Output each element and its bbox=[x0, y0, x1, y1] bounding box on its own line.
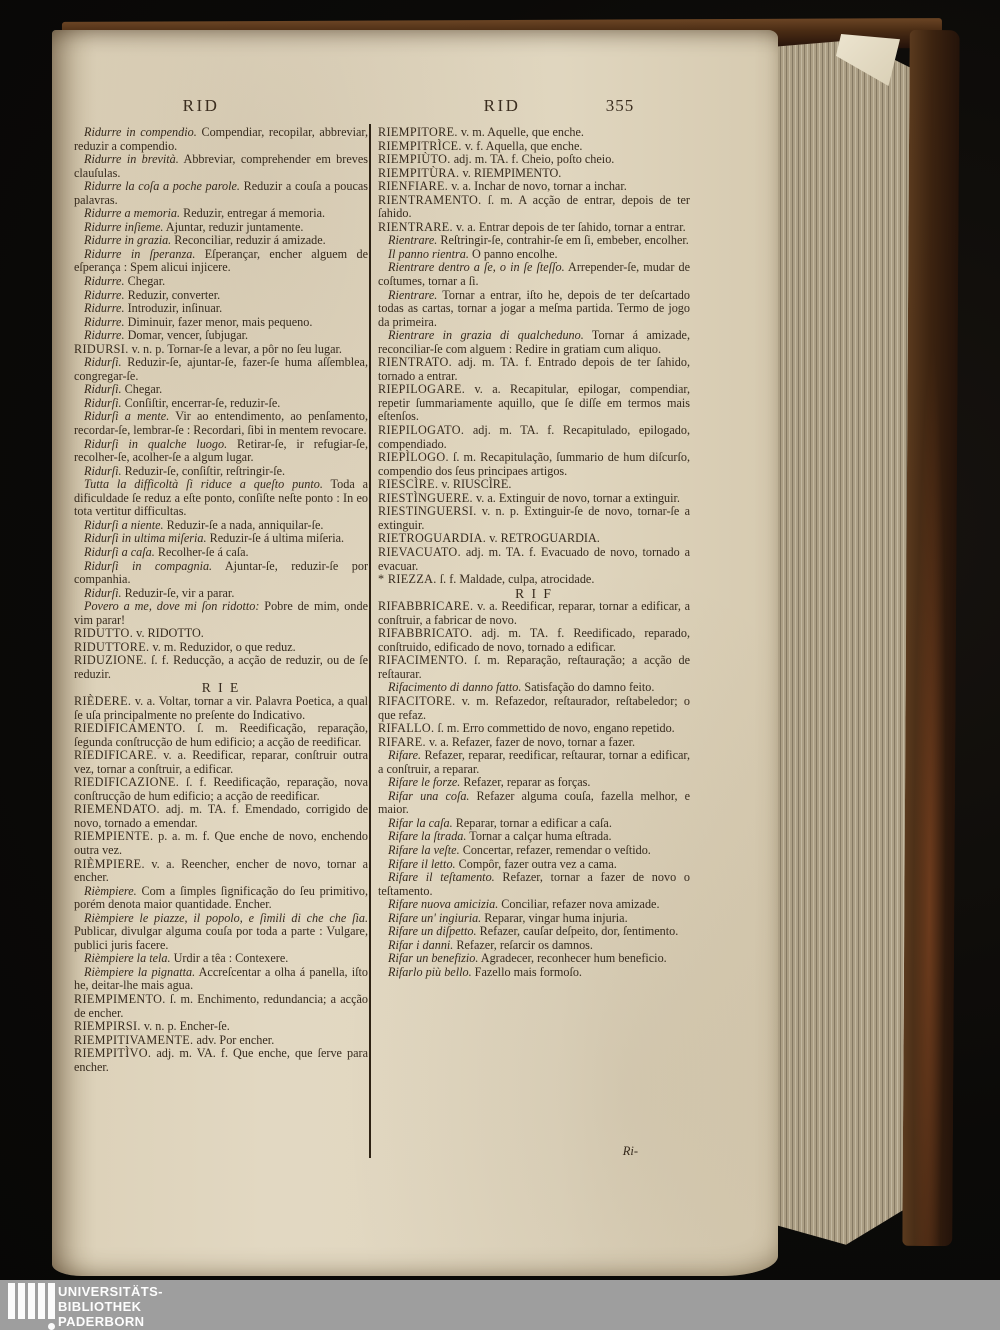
running-title-right: RID bbox=[483, 96, 521, 115]
dictionary-paragraph: Ridurſi. Conſiſtir, encerrar-ſe, reduzir-ſe. bbox=[84, 395, 281, 410]
phrase-lead: Rifar i danni. bbox=[388, 937, 454, 952]
phrase-lead: Rifare. bbox=[388, 748, 422, 763]
library-name-line: PADERBORN bbox=[58, 1314, 145, 1329]
phrase-lead: Ridurſi. bbox=[84, 355, 122, 370]
dictionary-column-right bbox=[378, 126, 690, 979]
phrase-lead: Ridurſi. bbox=[84, 395, 122, 410]
phrase-lead: Rientrare. bbox=[388, 233, 438, 248]
dictionary-paragraph: RIDURSI. v. n. p. Tornar-ſe a levar, a pôr no ſeu lugar. bbox=[74, 341, 342, 356]
dictionary-paragraph: Rièmpiere le piazze, il popolo, e ſimili di che che ſia. Publicar, divulgar alguma couſa por toda a parte : Vulgare, publici juris facere. bbox=[74, 910, 368, 952]
phrase-lead: Ridurre. bbox=[84, 287, 125, 302]
dictionary-paragraph: RIENTRAMENTO. ſ. m. A acção de entrar, depois de ter ſahido. bbox=[378, 192, 690, 221]
running-title-left: RID bbox=[182, 96, 220, 115]
phrase-lead: Ridurſi. bbox=[84, 585, 122, 600]
dictionary-paragraph: Rifarlo più bello. Fazello mais formoſo. bbox=[388, 964, 582, 979]
dictionary-paragraph: RIDUTTO. v. RIDOTTO. bbox=[74, 626, 204, 641]
dictionary-paragraph: Rifare le forze. Refazer, reparar as forças. bbox=[388, 775, 591, 790]
headword: RIÈMPIERE. bbox=[74, 856, 145, 871]
headword: RIESCÌRE. bbox=[378, 477, 439, 492]
dictionary-paragraph: RIFALLO. ſ. m. Erro commettido de novo, engano repetido. bbox=[378, 721, 675, 736]
dictionary-paragraph: Ridurre la coſa a poche parole. Reduzir a couſa a poucas palavras. bbox=[74, 179, 369, 207]
phrase-lead: Ridurſi a niente. bbox=[84, 517, 164, 532]
logo-dot bbox=[48, 1323, 55, 1330]
dictionary-paragraph: RIETROGUARDIA. v. RETROGUARDIA. bbox=[378, 531, 600, 546]
dictionary-paragraph: Rifare. Refazer, reparar, reedificar, reſtaurar, tornar a edificar, a conſtruir, a reparar. bbox=[378, 748, 690, 776]
dictionary-paragraph: Rifar la caſa. Reparar, tornar a edificar a caſa. bbox=[388, 815, 612, 830]
headword: RIEMPITÙRA. bbox=[378, 165, 460, 180]
phrase-lead: Rifacimento di danno fatto. bbox=[388, 680, 522, 695]
phrase-lead: Ridurre in compendio. bbox=[84, 125, 197, 139]
dictionary-paragraph: RIÈMPIERE. v. a. Reencher, encher de novo, tornar a encher. bbox=[74, 856, 368, 885]
dictionary-paragraph: Rifare un' ingiuria. Reparar, vingar huma injuria. bbox=[388, 910, 628, 925]
dictionary-paragraph: Rientrare. Reſtringir-ſe, contrahir-ſe em ſi, embeber, encolher. bbox=[388, 233, 689, 248]
dictionary-paragraph: RIENFIARE. v. a. Inchar de novo, tornar a inchar. bbox=[378, 179, 627, 194]
library-name-line: BIBLIOTHEK bbox=[58, 1299, 142, 1314]
dictionary-paragraph: RIEDIFICAMENTO. ſ. m. Reedificação, reparação, ſegunda conſtrucção de hum edificio; a acção de reedificar. bbox=[74, 721, 368, 749]
phrase-lead: Rifare il teſtamento. bbox=[388, 870, 495, 885]
phrase-lead: Povero a me, dove mi ſon ridotto: bbox=[84, 599, 260, 614]
library-logo bbox=[8, 1283, 56, 1329]
dictionary-paragraph: RIEMPITIVAMENTE. adv. Por encher. bbox=[74, 1032, 275, 1047]
dictionary-paragraph: RIESTINGUERSI. v. n. p. Extinguir-ſe de novo, tornar-ſe a extinguir. bbox=[378, 504, 690, 532]
dictionary-paragraph: Tutta la difficoltà ſi riduce a queſto punto. Toda a dificuldade ſe reduz a eſte ponto, conſiſte neſte ponto : In eo tota vertitur difficultas. bbox=[74, 477, 368, 519]
dictionary-paragraph: Rientrare. Tornar a entrar, iſto he, depois de ter deſcartado todas as cartas, tornar a jogar a meſma partida. Termo de jogo da primeira. bbox=[378, 287, 690, 329]
dictionary-paragraph: RIDUZIONE. ſ. f. Reducção, a acção de reduzir, ou de ſe reduzir. bbox=[74, 653, 368, 681]
dictionary-paragraph: Ridurſi a niente. Reduzir-ſe a nada, anniquilar-ſe. bbox=[84, 517, 324, 532]
dictionary-paragraph: RIEDIFICAZIONE. ſ. f. Reedificação, reparação, nova conſtrucção de hum edificio; a acção de reedificar. bbox=[74, 775, 368, 803]
phrase-lead: Ridurre in grazia. bbox=[84, 233, 172, 248]
logo-bar bbox=[38, 1283, 45, 1319]
headword: RIENTRARE. bbox=[378, 219, 453, 234]
phrase-lead: Rifar la caſa. bbox=[388, 815, 453, 830]
phrase-lead: Ridurre. bbox=[84, 274, 125, 289]
dictionary-paragraph: Ridurre. Chegar. bbox=[84, 274, 166, 289]
phrase-lead: Rièmpiere la tela. bbox=[84, 951, 171, 966]
phrase-lead: Rifare le forze. bbox=[388, 775, 461, 790]
dictionary-paragraph: Rientrare in grazia di qualcheduno. Tornar á amizade, reconciliar-ſe com alguem : Redire in gratiam cum aliquo. bbox=[378, 328, 691, 356]
dictionary-paragraph: RIEMPITORE. v. m. Aquelle, que enche. bbox=[378, 125, 584, 139]
dictionary-paragraph: Rifare la veſte. Concertar, refazer, remendar o veſtido. bbox=[388, 842, 651, 857]
phrase-lead: Rièmpiere la pignatta. bbox=[84, 964, 196, 979]
section-heading: R I F bbox=[515, 585, 553, 601]
dictionary-paragraph: Rièmpiere la pignatta. Accreſcentar a olha á panella, iſto he, deitar-lhe mais agua. bbox=[74, 964, 368, 993]
page-number: 355 bbox=[605, 96, 635, 115]
phrase-lead: Ridurre. bbox=[84, 314, 125, 329]
dictionary-paragraph: Ridurſi a mente. Vir ao entendimento, ao penſamento, recordar-ſe, lembrar-ſe : Recordari, ſibi in mentem revocare. bbox=[74, 409, 368, 438]
dictionary-paragraph: Ridurſi. Reduzir-ſe, vir a parar. bbox=[84, 585, 235, 600]
dictionary-paragraph: Ridurſi in ultima miſeria. Reduzir-ſe á ultima miſeria. bbox=[84, 531, 345, 546]
phrase-lead: Rifarlo più bello. bbox=[388, 964, 472, 979]
dictionary-paragraph: RIENTRATO. adj. m. TA. f. Entrado depois de ter ſahido, tornado a entrar. bbox=[378, 355, 690, 383]
phrase-lead: Ridurre in ſperanza. bbox=[84, 246, 196, 261]
phrase-lead: Rientrare dentro a ſe, o in ſe ſteſſo. bbox=[388, 260, 565, 275]
headword: RIEDIFICAMENTO. bbox=[74, 721, 186, 736]
headword: RIEMPITORE. bbox=[378, 125, 458, 139]
dictionary-paragraph: Povero a me, dove mi ſon ridotto: Pobre de mim, onde vim parar! bbox=[74, 599, 368, 627]
dictionary-paragraph: RIEMPITÌVO. adj. m. VA. f. Que enche, que ſerve para encher. bbox=[74, 1046, 368, 1074]
dictionary-paragraph: Ridurre. Domar, vencer, ſubjugar. bbox=[84, 328, 249, 343]
dictionary-paragraph: RIEMPIRSI. v. n. p. Encher-ſe. bbox=[74, 1019, 230, 1034]
dictionary-paragraph: RIESTÌNGUERE. v. a. Extinguir de novo, tornar a extinguir. bbox=[378, 490, 680, 505]
logo-bar bbox=[8, 1283, 15, 1319]
phrase-lead: Ridurre la coſa a poche parole. bbox=[84, 179, 240, 194]
phrase-lead: Rifare nuova amicizia. bbox=[388, 897, 499, 912]
headword: RIEDIFICAZIONE. bbox=[74, 775, 180, 790]
phrase-lead: Rifare un diſpetto. bbox=[388, 924, 477, 939]
phrase-lead: Ridurſi a caſa. bbox=[84, 544, 155, 559]
dictionary-paragraph: Rifare nuova amicizia. Conciliar, refazer nova amizade. bbox=[388, 897, 660, 912]
phrase-lead: Ridurre in brevità. bbox=[84, 152, 179, 167]
dictionary-paragraph: RIEMENDATO. adj. m. TA. f. Emendado, corrigido de novo, tornado a emendar. bbox=[74, 802, 368, 830]
dictionary-paragraph: RIENTRARE. v. a. Entrar depois de ter ſahido, tornar a entrar. bbox=[378, 219, 686, 234]
headword: RIFABBRICATO. bbox=[378, 626, 473, 641]
headword: RIEMPITRÌCE. bbox=[378, 138, 462, 153]
dictionary-column-left bbox=[74, 126, 368, 1074]
dictionary-paragraph: Rifare la ſtrada. Tornar a calçar huma eſtrada. bbox=[388, 829, 612, 844]
dictionary-paragraph: RIDUTTORE. v. m. Reduzidor, o que reduz. bbox=[74, 639, 296, 654]
phrase-lead: Rifare il letto. bbox=[388, 856, 456, 871]
phrase-lead: Ridurre. bbox=[84, 301, 125, 316]
dictionary-paragraph: Rifare il letto. Compôr, fazer outra vez a cama. bbox=[388, 856, 617, 871]
dictionary-paragraph: Ridurre a memoria. Reduzir, entregar á memoria. bbox=[84, 206, 326, 221]
dictionary-paragraph: Ridurre. Diminuir, fazer menor, mais pequeno. bbox=[84, 314, 313, 329]
headword: RIFALLO. bbox=[378, 721, 435, 736]
phrase-lead: Ridurſi. bbox=[84, 382, 122, 397]
dictionary-paragraph: Ridurſi a caſa. Recolher-ſe á caſa. bbox=[84, 544, 249, 559]
headword: RIFARE. bbox=[378, 734, 426, 749]
phrase-lead: Ridurſi in ultima miſeria. bbox=[84, 531, 207, 546]
dictionary-paragraph: Ridurſi. Chegar. bbox=[84, 382, 163, 397]
headword: RIEMPITIVAMENTE. bbox=[74, 1032, 194, 1047]
dictionary-paragraph: * RIEZZA. ſ. f. Maldade, culpa, atrocidade. bbox=[378, 572, 595, 587]
dictionary-paragraph: Ridurſi in compagnia. Ajuntar-ſe, reduzir-ſe por companhia. bbox=[74, 558, 368, 587]
dictionary-paragraph: RIEVACUATO. adj. m. TA. f. Evacuado de novo, tornado a evacuar. bbox=[378, 544, 690, 573]
phrase-lead: Rifar un benefizio. bbox=[388, 951, 479, 966]
dictionary-paragraph: Il panno rientra. O panno encolhe. bbox=[388, 246, 558, 261]
dictionary-paragraph: RIEMPITÙRA. v. RIEMPIMENTO. bbox=[378, 165, 562, 180]
dictionary-paragraph: Rifare un diſpetto. Refazer, cauſar deſpeito, dor, ſentimento. bbox=[388, 924, 679, 939]
headword: RIDURSI. bbox=[74, 341, 129, 356]
logo-bar bbox=[48, 1283, 55, 1319]
phrase-lead: Ridurſi a mente. bbox=[84, 409, 170, 424]
phrase-lead: Rifar una coſa. bbox=[388, 788, 470, 803]
book-fore-edge-pages bbox=[768, 40, 918, 1252]
phrase-lead: Ridurre. bbox=[84, 328, 125, 343]
phrase-lead: Rifare la veſte. bbox=[388, 842, 460, 857]
dictionary-paragraph: RIFABBRICATO. adj. m. TA. f. Reedificado, reparado, conſtruido, edificado de novo, tornado a edificar. bbox=[378, 626, 690, 654]
headword: RIENTRAMENTO. bbox=[378, 192, 482, 207]
library-name bbox=[58, 1284, 163, 1329]
headword: RIEPILOGARE. bbox=[378, 382, 466, 397]
dictionary-paragraph: Ridurre. Introduzir, inſinuar. bbox=[84, 301, 223, 316]
catchword: Ri- bbox=[622, 1144, 638, 1158]
headword: RIESTÌNGUERE. bbox=[378, 490, 473, 505]
headword: RIENTRATO. bbox=[378, 355, 453, 370]
headword: RIÈDERE. bbox=[74, 693, 132, 708]
headword: RIEVACUATO. bbox=[378, 544, 461, 559]
phrase-lead: Ridurſi in qualche luogo. bbox=[84, 436, 228, 451]
dictionary-paragraph: RIEMPITRÌCE. v. f. Aquella, que enche. bbox=[378, 138, 583, 153]
dictionary-paragraph: Rientrare dentro a ſe, o in ſe ſteſſo. Arrepender-ſe, mudar de coſtumes, tornar a ſi. bbox=[378, 260, 690, 289]
phrase-lead: Rientrare. bbox=[388, 287, 438, 302]
headword: RIENFIARE. bbox=[378, 179, 449, 194]
dictionary-paragraph: RIEMPIÙTO. adj. m. TA. f. Cheio, poſto cheio. bbox=[378, 152, 615, 167]
dictionary-paragraph: Ridurre inſieme. Ajuntar, reduzir juntamente. bbox=[84, 219, 304, 234]
headword: RIEDIFICARE. bbox=[74, 748, 158, 763]
headword: RIEMPIENTE. bbox=[74, 829, 154, 844]
section-heading: R I E bbox=[201, 680, 241, 696]
dictionary-paragraph: RIEPÌLOGO. ſ. m. Recapitulação, ſummario de hum diſcurſo, compendio dos ſeus principaes artigos. bbox=[378, 450, 690, 478]
dictionary-paragraph: Ridurſi. Reduzir-ſe, ajuntar-ſe, fazer-ſe huma aſſemblea, congregar-ſe. bbox=[74, 355, 368, 383]
phrase-lead: Rièmpiere le piazze, il popolo, e ſimili di che che ſia. bbox=[84, 910, 368, 925]
dictionary-paragraph: Rifacimento di danno fatto. Satisfação do damno feito. bbox=[388, 680, 655, 695]
library-watermark-bar bbox=[0, 1280, 1000, 1330]
phrase-lead: Ridurre inſieme. bbox=[84, 219, 164, 234]
headword: RIDUZIONE. bbox=[74, 653, 147, 668]
dictionary-paragraph: RIFACITORE. v. m. Refazedor, reſtaurador, reſtabeledor; o que refaz. bbox=[378, 693, 690, 722]
dictionary-paragraph: Ridurre in ſperanza. Eſperançar, encher alguem de eſperança : Spem alicui injicere. bbox=[74, 246, 368, 275]
logo-bar bbox=[28, 1283, 35, 1319]
headword: RIFACIMENTO. bbox=[378, 653, 468, 668]
phrase-lead: Rifare la ſtrada. bbox=[388, 829, 467, 844]
dictionary-paragraph: RIEDIFICARE. v. a. Reedificar, reparar, conſtruir outra vez, tornar a conſtruir, a edificar. bbox=[74, 748, 368, 776]
dictionary-paragraph: Ridurre in grazia. Reconciliar, reduzir á amizade. bbox=[84, 233, 326, 248]
library-name-line: UNIVERSITÄTS- bbox=[58, 1284, 163, 1299]
phrase-lead: Ridurſi in compagnia. bbox=[84, 558, 213, 573]
phrase-lead: Rientrare in grazia di qualcheduno. bbox=[388, 328, 584, 343]
dictionary-paragraph: Rifare il teſtamento. Refazer, tornar a fazer de novo o teſtamento. bbox=[378, 870, 690, 898]
dictionary-paragraph: Rifar i danni. Refazer, reſarcir os damnos. bbox=[388, 937, 593, 952]
dictionary-paragraph: RIESCÌRE. v. RIUSCÌRE. bbox=[378, 477, 512, 492]
headword: RIEMPIÙTO. bbox=[378, 152, 451, 167]
dictionary-paragraph: Ridurre in brevità. Abbreviar, comprehender em breves clauſulas. bbox=[74, 152, 368, 180]
book-page bbox=[52, 30, 778, 1276]
phrase-lead: Ridurre a memoria. bbox=[84, 206, 181, 221]
page-stack-texture bbox=[768, 40, 918, 1252]
logo-bar bbox=[18, 1283, 25, 1319]
dictionary-paragraph: RIFARE. v. a. Refazer, fazer de novo, tornar a fazer. bbox=[378, 734, 636, 749]
headword: RIEMENDATO. bbox=[74, 802, 160, 817]
column-divider-rule bbox=[369, 124, 371, 1158]
dictionary-paragraph: RIFACIMENTO. ſ. m. Reparação, reſtauração; a acção de reſtaurar. bbox=[378, 653, 690, 681]
headword: RIDUTTORE. bbox=[74, 639, 150, 654]
phrase-lead: Rifare un' ingiuria. bbox=[388, 910, 482, 925]
phrase-lead: Il panno rientra. bbox=[388, 246, 469, 261]
dictionary-paragraph: Ridurſi in qualche luogo. Retirar-ſe, ir refugiar-ſe, recolher-ſe, acolher-ſe a algum lugar. bbox=[74, 436, 368, 465]
dictionary-paragraph: RIÈDERE. v. a. Voltar, tornar a vir. Palavra Poetica, a qual ſe uſa principalmente no preſente do Indicativo. bbox=[74, 693, 368, 722]
headword: RIFABBRICARE. bbox=[378, 599, 474, 614]
running-header bbox=[52, 96, 778, 118]
headword: RIESTINGUERSI. bbox=[378, 504, 477, 519]
dictionary-paragraph: Rifar un benefizio. Agradecer, reconhecer hum beneficio. bbox=[388, 951, 667, 966]
phrase-lead: Tutta la difficoltà ſi riduce a queſto punto. bbox=[84, 477, 323, 492]
headword: RIEMPIRSI. bbox=[74, 1019, 141, 1034]
book-leather-cover bbox=[902, 30, 959, 1246]
headword: RIDUTTO. bbox=[74, 626, 134, 641]
headword: RIFACITORE. bbox=[378, 693, 456, 708]
dictionary-paragraph: RIEMPIMENTO. ſ. m. Enchimento, redundancia; a acção de encher. bbox=[74, 992, 368, 1020]
dictionary-paragraph: Ridurſi. Reduzir-ſe, conſiſtir, reſtringir-ſe. bbox=[84, 463, 286, 478]
headword: RIETROGUARDIA. bbox=[378, 531, 487, 546]
dictionary-paragraph: RIEPILOGATO. adj. m. TA. f. Recapitulado, epilogado, compendiado. bbox=[378, 423, 690, 451]
headword: RIEMPITÌVO. bbox=[74, 1046, 152, 1061]
dictionary-paragraph: RIEMPIENTE. p. a. m. f. Que enche de novo, enchendo outra vez. bbox=[74, 829, 368, 857]
headword: RIEMPIMENTO. bbox=[74, 992, 166, 1006]
headword: RIEPÌLOGO. bbox=[378, 450, 449, 465]
dictionary-paragraph: Ridurre in compendio. Compendiar, recopilar, abbreviar, reduzir a compendio. bbox=[74, 125, 368, 153]
dictionary-paragraph: Ridurre. Reduzir, converter. bbox=[84, 287, 221, 302]
headword: RIEPILOGATO. bbox=[378, 423, 465, 438]
phrase-lead: Rièmpiere. bbox=[84, 883, 137, 898]
dictionary-paragraph: RIEPILOGARE. v. a. Recapitular, epilogar, compendiar, repetir ſummariamente aquillo, que ſe diſſe em termos mais eſtenſos. bbox=[378, 382, 690, 424]
dictionary-paragraph: Rifar una coſa. Refazer alguma couſa, fazella melhor, e maior. bbox=[378, 788, 690, 817]
dictionary-paragraph: Rièmpiere. Com a ſimples ſignificação do ſeu primitivo, porém denota maior quantidade. Encher. bbox=[74, 883, 368, 912]
headword: * RIEZZA. bbox=[378, 572, 437, 587]
dictionary-paragraph: Rièmpiere la tela. Urdir a têa : Contexere. bbox=[84, 951, 289, 966]
dictionary-paragraph: RIFABBRICARE. v. a. Reedificar, reparar, tornar a edificar, a conſtruir, a fabricar de novo. bbox=[378, 599, 690, 627]
phrase-lead: Ridurſi. bbox=[84, 463, 122, 478]
